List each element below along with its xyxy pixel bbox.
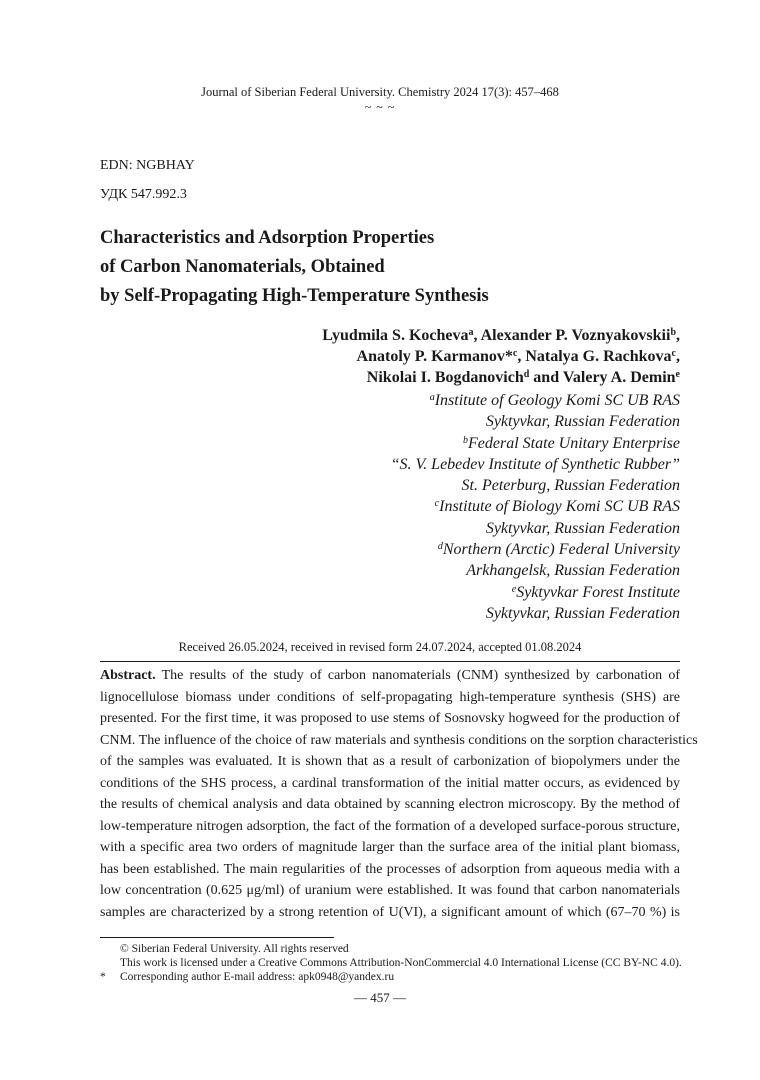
affiliation-name	[391, 390, 680, 411]
page-number: — 457 —	[354, 990, 406, 1005]
author-name: Lyudmila S. Kocheva	[322, 327, 469, 344]
abstract	[100, 665, 698, 923]
footnote-text: © Siberian Federal University. All rights reserved	[120, 943, 349, 955]
footnote-text: Corresponding author E-mail address: apk0948@yandex.ru	[120, 971, 395, 983]
title-line: by Self-Propagating High-Temperature Synthesis	[100, 286, 489, 306]
author-name: Nikolai I. Bogdanovich	[366, 369, 524, 386]
affiliation-city: Syktyvkar, Russian Federation	[485, 604, 680, 622]
author-list	[322, 325, 680, 388]
affiliation-mark: b	[463, 434, 469, 446]
affiliation-name	[391, 582, 680, 603]
affiliation-text: Northern (Arctic) Federal University	[442, 541, 680, 559]
author-separator: ,	[517, 348, 522, 365]
abstract-line: conditions of the SHS process, a cardinal transformation of the initial matter occurs, as evidenced by	[100, 775, 680, 791]
author-affiliation-mark: d	[523, 369, 530, 380]
edn-identifier: EDN: NGBHAY	[100, 158, 195, 173]
affiliation-city: Syktyvkar, Russian Federation	[485, 519, 680, 537]
author-line	[322, 367, 680, 388]
affiliation-mark: c	[434, 498, 440, 510]
paper-title	[100, 224, 660, 311]
affiliation-text: Institute of Biology Komi SC UB RAS	[439, 498, 680, 516]
affiliation-city: St. Peterburg, Russian Federation	[461, 477, 680, 495]
author-separator: ,	[676, 348, 680, 365]
abstract-line: has been established. The main regularities of the processes of adsorption from aqueous media with a	[100, 861, 680, 877]
udk-identifier: УДК 547.992.3	[100, 187, 187, 202]
footnote-text: This work is licensed under a Creative Commons Attribution-NonCommercial 4.0 International License (CC BY-NC 4.0).	[120, 957, 682, 969]
abstract-line	[100, 665, 680, 687]
affiliation-mark: d	[437, 541, 443, 553]
affiliation-text: Federal State Unitary Enterprise	[468, 434, 680, 452]
author-name: Anatoly P. Karmanov*	[356, 348, 513, 365]
title-line: of Carbon Nanomaterials, Obtained	[100, 257, 385, 277]
abstract-line: presented. For the first time, it was proposed to use stems of Sosnovsky hogweed for the production of	[100, 711, 680, 726]
author-affiliation-mark: a	[468, 327, 474, 338]
affiliation-city: Arkhangelsk, Russian Federation	[466, 562, 680, 580]
author-affiliation-mark: c	[671, 348, 676, 359]
abstract-line: low-temperature nitrogen adsorption, the fact of the formation of a developed surface-porous structure,	[100, 818, 680, 834]
abstract-text: The results of the study of carbon nanomaterials (CNM) synthesized by carbonation of	[161, 668, 680, 683]
footnote-rule	[100, 937, 334, 938]
journal-citation: Journal of Siberian Federal University. Chemistry 2024 17(3): 457–468	[201, 85, 559, 99]
header-ornament: ~ ~ ~	[364, 100, 396, 114]
abstract-line: CNM. The influence of the choice of raw materials and synthesis conditions on the sorption characteristics	[100, 732, 698, 748]
author-name: Alexander P. Voznyakovskii	[480, 327, 671, 344]
affiliation-name	[391, 496, 680, 517]
title-line: Characteristics and Adsorption Properties	[100, 228, 435, 248]
author-separator: ,	[676, 327, 680, 344]
abstract-line: low concentration (0.625 μg/ml) of uranium were established. It was found that carbon nanomaterials	[100, 883, 680, 898]
author-line	[322, 346, 680, 367]
affiliation-mark: a	[429, 392, 435, 403]
author-separator: ,	[473, 327, 478, 344]
affiliation-name	[391, 433, 680, 454]
abstract-line: with a specific area two orders of magnitude larger than the surface area of the initial plant biomass,	[100, 840, 680, 855]
affiliation-city: Syktyvkar, Russian Federation	[485, 413, 680, 431]
affiliation-list	[391, 390, 680, 624]
affiliation-name	[391, 539, 680, 560]
affiliation-mark: e	[511, 583, 517, 595]
affiliation-text: Syktyvkar Forest Institute	[516, 583, 680, 601]
author-affiliation-mark: c	[512, 348, 518, 359]
abstract-label: Abstract.	[100, 668, 156, 683]
author-name: Natalya G. Rachkova	[525, 348, 672, 365]
footnote-mark: *	[100, 971, 106, 983]
author-affiliation-mark: e	[675, 369, 680, 380]
abstract-top-rule	[100, 661, 680, 662]
author-affiliation-mark: b	[670, 327, 676, 338]
author-conjunction: and	[533, 369, 560, 386]
abstract-line: the results of chemical analysis and data obtained by scanning electron microscopy. By the method of	[100, 797, 680, 812]
author-line	[322, 325, 680, 346]
abstract-line: lignocellulose biomass under conditions of self-propagating high-temperature synthesis (SHS) are	[100, 689, 680, 705]
abstract-line: of the samples was evaluated. It is shown that as a result of carbonization of biopolymers under the	[100, 754, 680, 769]
abstract-line: samples are characterized by a strong retention of U(VI), a significant amount of which (67–70 %) is	[100, 904, 680, 920]
author-name: Valery A. Demin	[562, 369, 676, 386]
received-dates: Received 26.05.2024, received in revised form 24.07.2024, accepted 01.08.2024	[178, 640, 582, 654]
affiliation-name-continued: “S. V. Lebedev Institute of Synthetic Rubber”	[390, 455, 680, 473]
affiliation-text: Institute of Geology Komi SC UB RAS	[434, 392, 680, 409]
